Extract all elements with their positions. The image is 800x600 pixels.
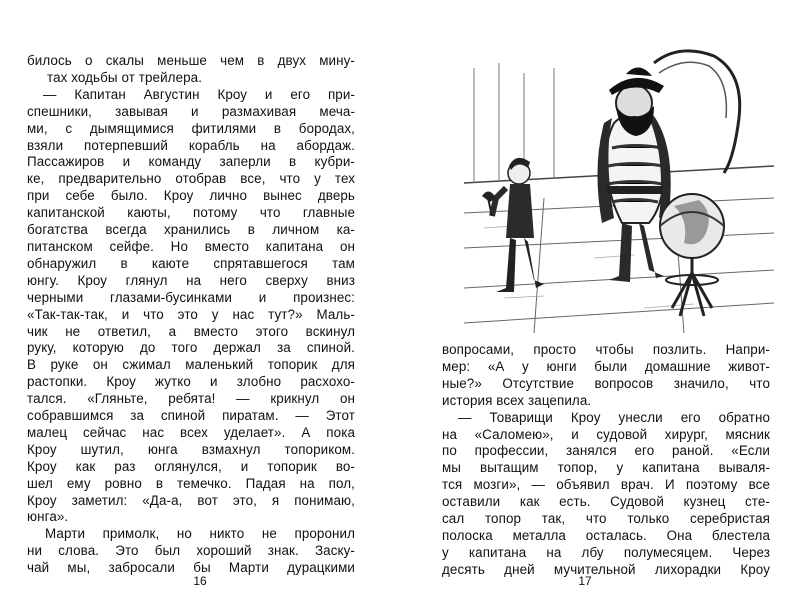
text-line: тся мозги», — объявил врач. И поэтому все	[442, 477, 770, 493]
text-line: ке, предварительно отобрав все, что у тех	[27, 171, 355, 187]
text-line: ни слова. Это был хороший знак. Заску-	[27, 543, 355, 559]
text-line: руку, которую до того держал за спиной.	[27, 340, 355, 356]
text-line: спешники, завывая и размахивая меча-	[27, 103, 355, 119]
text-line: взяли потерпевший корабль на абордаж.	[27, 137, 355, 153]
text-line: «Так-так-так, и что это у нас тут?» Маль-	[27, 306, 355, 322]
text-line: Марти примолк, но никто не проронил	[45, 526, 355, 542]
text-line: вопросами, просто чтобы позлить. Напри-	[442, 342, 770, 357]
page-number: 16	[193, 574, 207, 588]
text-line: Пассажиров и команду заперли в кубри-	[27, 154, 355, 170]
text-line: чай мы, забросали бы Марти дурацкими	[27, 560, 355, 576]
text-line: десять дней мучительной лихорадки Кроу	[442, 561, 770, 577]
text-line: капитанской каюты, потому что главные	[27, 205, 355, 221]
text-line: сал топор так, что только серебристая	[442, 511, 770, 527]
text-line: тах ходьбы от трейлера.	[47, 69, 203, 85]
pirate-illustration	[444, 48, 774, 333]
text-line: собравшимся за спиной пиратам. — Этот	[27, 408, 355, 424]
text-line: шел ему ровно в темечко. Падая на пол,	[27, 475, 355, 491]
left-page-text	[27, 53, 355, 577]
text-line: Кроу шутил, юнга взмахнул топориком.	[27, 441, 355, 457]
text-line: питанском сейфе. Но вместо капитана он	[27, 238, 355, 254]
text-line: богатства всегда хранились в личном ка-	[27, 222, 355, 238]
text-line: юнга».	[27, 509, 69, 525]
pirate-illustration-drawing	[444, 48, 774, 333]
text-line: В руке он сжимал маленький топорик для	[27, 357, 355, 373]
text-line: по профессии, занялся его раной. «Если	[442, 443, 770, 459]
text-line: — Товарищи Кроу унесли его обратно	[458, 409, 770, 425]
text-line: при себе было. Кроу лично вынес дверь	[27, 188, 355, 204]
text-line: черными глазами-бусинками и произнес:	[27, 289, 355, 305]
text-line: ми, с дымящимися фитилями в бородах,	[27, 120, 355, 136]
text-line: история всех зацепила.	[442, 392, 592, 408]
text-line: мер: «А у юнги были домашние живот-	[442, 358, 770, 374]
text-line: малец сейчас нас всех уделает». А пока	[27, 424, 355, 440]
text-line: тался. «Гляньте, ребята! — крикнул он	[27, 391, 355, 407]
text-line: Кроу как раз оглянулся, и топорик во-	[27, 458, 355, 474]
page-number: 17	[578, 574, 592, 588]
right-page	[400, 0, 800, 600]
text-line: — Капитан Августин Кроу и его при-	[43, 86, 355, 102]
right-page-text	[442, 342, 770, 579]
text-line: полоска металла осталась. Она блестела	[442, 527, 770, 543]
text-line: на «Саломею», и судовой хирург, мясник	[442, 426, 770, 442]
text-line: растопки. Кроу жутко и злобно расхохо-	[27, 374, 355, 390]
text-line: Кроу заметил: «Да-а, вот это, я понимаю,	[27, 492, 355, 508]
text-line: чик не ответил, а вместо этого вскинул	[27, 323, 355, 339]
text-line: билось о скалы меньше чем в двух мину-	[27, 53, 355, 68]
text-line: юнгу. Кроу глянул на него сверху вниз	[27, 272, 355, 288]
text-line: ные?» Отсутствие вопросов значило, что	[442, 375, 770, 391]
text-line: у капитана на лбу полумесяцем. Через	[442, 544, 770, 560]
text-line: оставили как есть. Судовой кузнец сте-	[442, 494, 770, 510]
text-line: мы вытащим топор, у капитана вываля-	[442, 460, 770, 476]
text-line: обнаружил в каюте спрятавшегося там	[27, 255, 355, 271]
